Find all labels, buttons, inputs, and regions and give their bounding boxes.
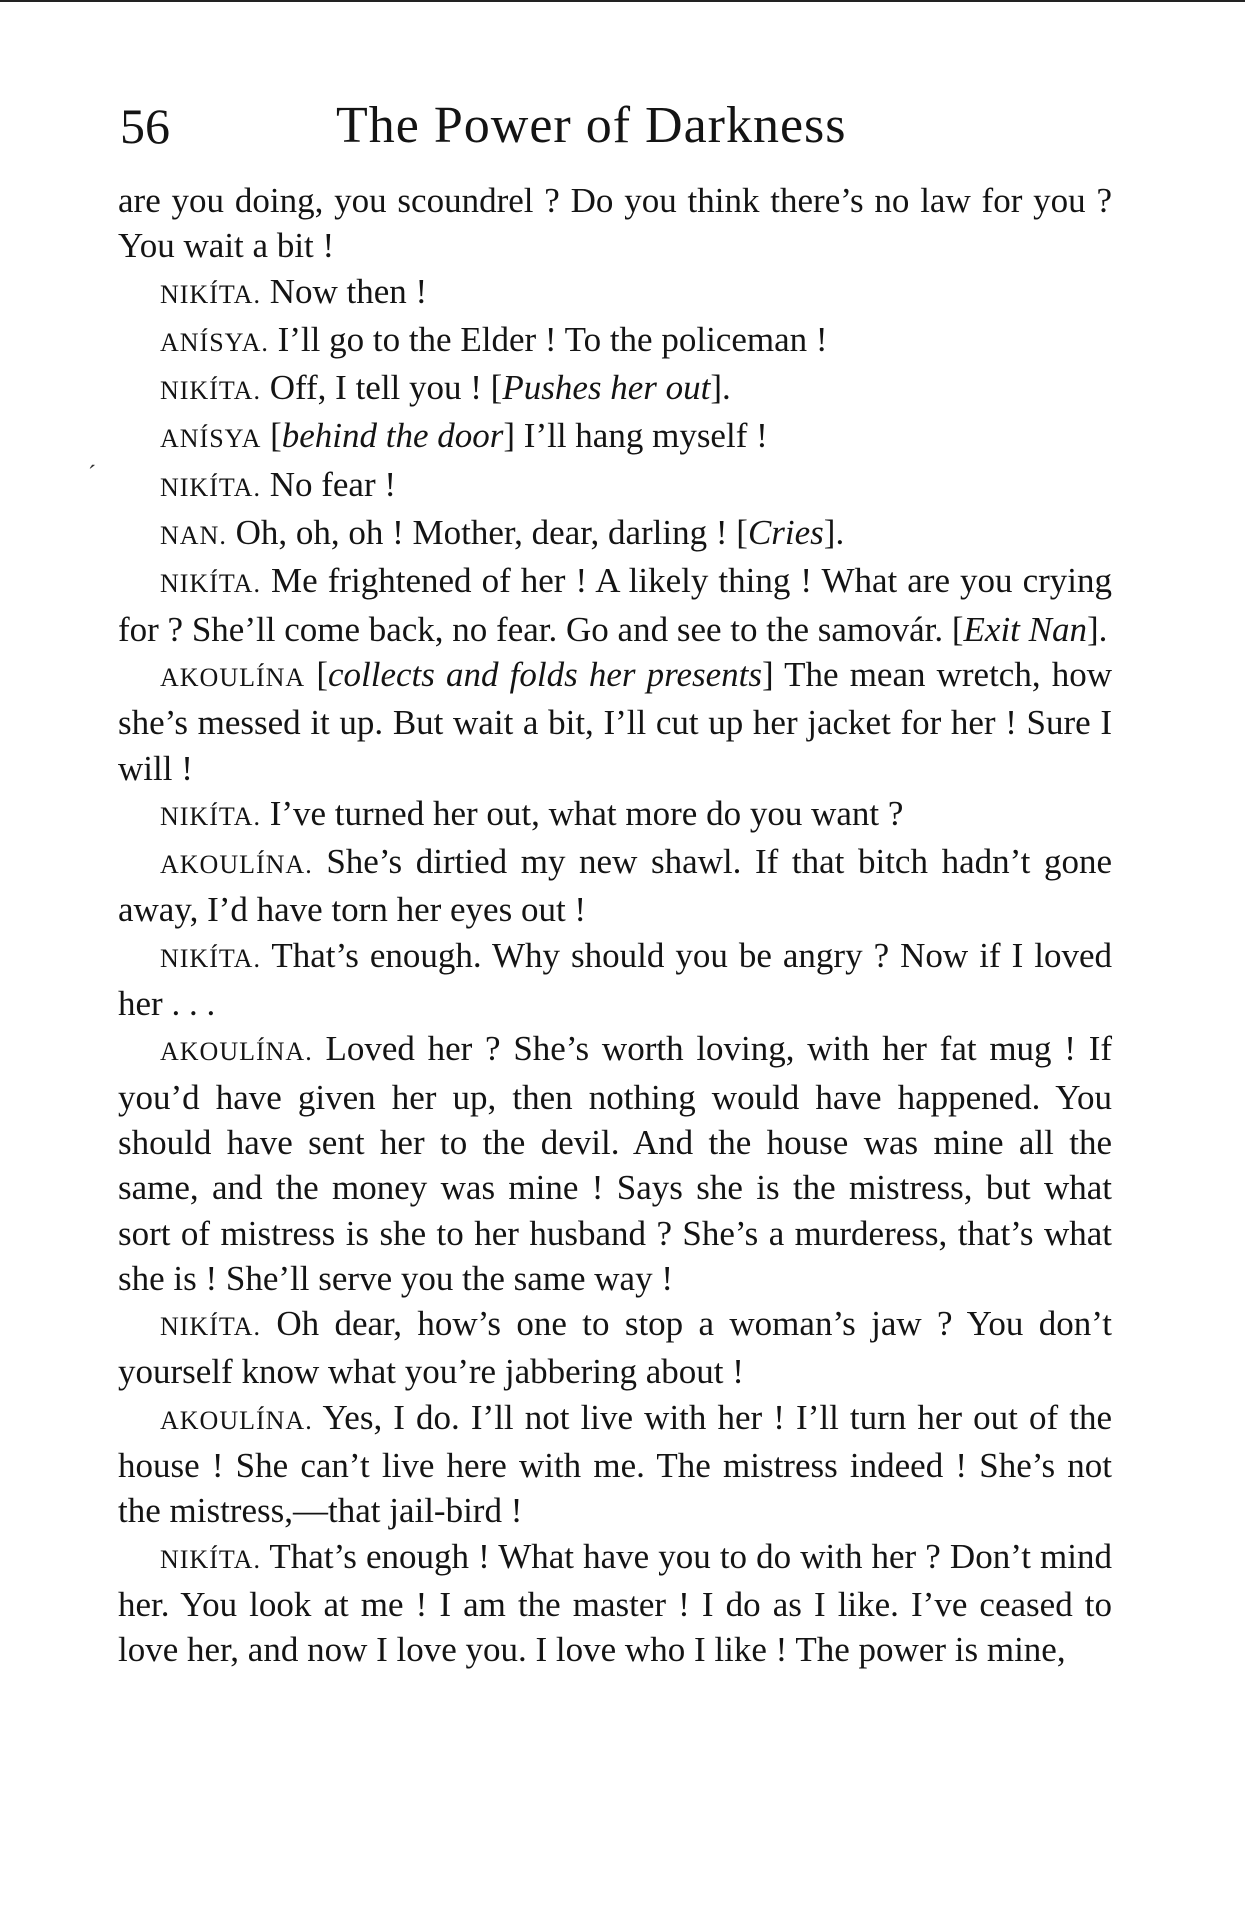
dialogue-paragraph	[118, 839, 1112, 933]
dialogue-paragraph	[118, 558, 1112, 652]
speaker-name: NIKÍTA.	[160, 943, 261, 973]
dialogue-text: ] The mean wretch, how she’s messed it up. But wait a bit, I’ll cut up her jacket for her ! Sure I will !	[118, 654, 1113, 788]
dialogue-text: ] I’ll hang myself !	[503, 416, 768, 456]
play-text	[118, 178, 1112, 1673]
running-title: The Power of Darkness	[336, 97, 847, 154]
dialogue-paragraph	[118, 510, 1112, 558]
stage-direction: collects and folds her presents	[328, 654, 762, 694]
dialogue-text: That’s enough ! What have you to do with her ? Don’t mind her. You look at me ! I am the master ! I do as I like. I’ve ceased to love her, and now I love you. I love who I like ! The power is mine,	[118, 1536, 1112, 1670]
stage-direction: Pushes her out	[502, 368, 711, 408]
stray-mark: ˊ	[88, 462, 96, 488]
dialogue-paragraph	[118, 1395, 1112, 1534]
speaker-name: NIKÍTA.	[160, 1312, 261, 1342]
dialogue-paragraph	[118, 365, 1112, 413]
dialogue-text: No fear !	[269, 464, 397, 504]
dialogue-paragraph	[118, 652, 1112, 791]
dialogue-text: Oh, oh, oh ! Mother, dear, darling ! [	[235, 513, 748, 553]
dialogue-paragraph	[118, 413, 1112, 461]
dialogue-text: Loved her ? She’s worth loving, with her fat mug ! If you’d have given her up, then nothing would have happened. You should have sent her to the devil. And the house was mine all the same, and the money was mine ! Says she is the mistress, but what sort of mistress is she to her husband ? She’s a murderess, that’s what she is ! She’ll serve you the same way !	[118, 1029, 1113, 1298]
speaker-name: NIKÍTA.	[160, 376, 261, 406]
dialogue-text: ].	[1087, 609, 1108, 649]
dialogue-text: I’ve turned her out, what more do you want ?	[269, 793, 904, 833]
speaker-name: NIKÍTA.	[160, 279, 261, 309]
dialogue-paragraph	[118, 1534, 1112, 1673]
dialogue-paragraph	[118, 317, 1112, 365]
dialogue-text: She’s dirtied my new shawl. If that bitch hadn’t gone away, I’d have torn her eyes out !	[118, 842, 1112, 930]
stage-direction: behind the door	[281, 416, 504, 456]
speaker-name: ANÍSYA.	[160, 327, 269, 357]
dialogue-text: I’ll go to the Elder ! To the policeman !	[277, 319, 828, 359]
dialogue-paragraph	[118, 791, 1112, 839]
dialogue-text: ].	[710, 368, 731, 408]
dialogue-text: [	[270, 416, 282, 456]
dialogue-text: ].	[823, 513, 845, 553]
speaker-name: NIKÍTA.	[160, 569, 261, 599]
speaker-name: AKOULÍNA.	[160, 1405, 313, 1435]
stage-direction: Exit Nan	[963, 609, 1088, 649]
speaker-name: AKOULÍNA	[160, 662, 306, 692]
speaker-name: NIKÍTA.	[160, 1544, 261, 1574]
stage-direction: Cries	[747, 513, 824, 553]
speaker-name: NAN.	[160, 521, 227, 551]
speaker-name: AKOULÍNA.	[160, 850, 313, 880]
dialogue-text: Off, I tell you ! [	[269, 368, 503, 408]
dialogue-paragraph	[118, 933, 1112, 1027]
scan-top-edge	[0, 0, 1245, 2]
dialogue-text: are you doing, you scoundrel ? Do you think there’s no law for you ? You wait a bit !	[118, 181, 1112, 266]
dialogue-paragraph	[118, 269, 1112, 317]
dialogue-text: Me frightened of her ! A likely thing ! What are you crying for ? She’ll come back, no fear. Go and see to the samovár. [	[118, 561, 1112, 649]
dialogue-text: That’s enough. Why should you be angry ? Now if I loved her . . .	[118, 935, 1112, 1024]
dialogue-text: Oh dear, how’s one to stop a woman’s jaw ? You don’t yourself know what you’re jabbering about !	[118, 1304, 1112, 1392]
dialogue-paragraph	[118, 178, 1112, 269]
speaker-name: AKOULÍNA.	[160, 1037, 313, 1067]
dialogue-paragraph	[118, 1026, 1112, 1301]
dialogue-paragraph	[118, 462, 1112, 510]
speaker-name: ANÍSYA	[160, 424, 262, 454]
page-header	[120, 96, 1120, 166]
dialogue-paragraph	[118, 1301, 1112, 1395]
speaker-name: NIKÍTA.	[160, 801, 261, 831]
speaker-name: NIKÍTA.	[160, 472, 261, 502]
dialogue-text: Yes, I do. I’ll not live with her ! I’ll turn her out of the house ! She can’t live here with me. The mistress indeed ! She’s not the mistress,—that jail-bird !	[118, 1397, 1113, 1531]
dialogue-text: Now then !	[269, 271, 428, 311]
page-number: 56	[120, 98, 170, 154]
dialogue-text: [	[316, 654, 328, 694]
